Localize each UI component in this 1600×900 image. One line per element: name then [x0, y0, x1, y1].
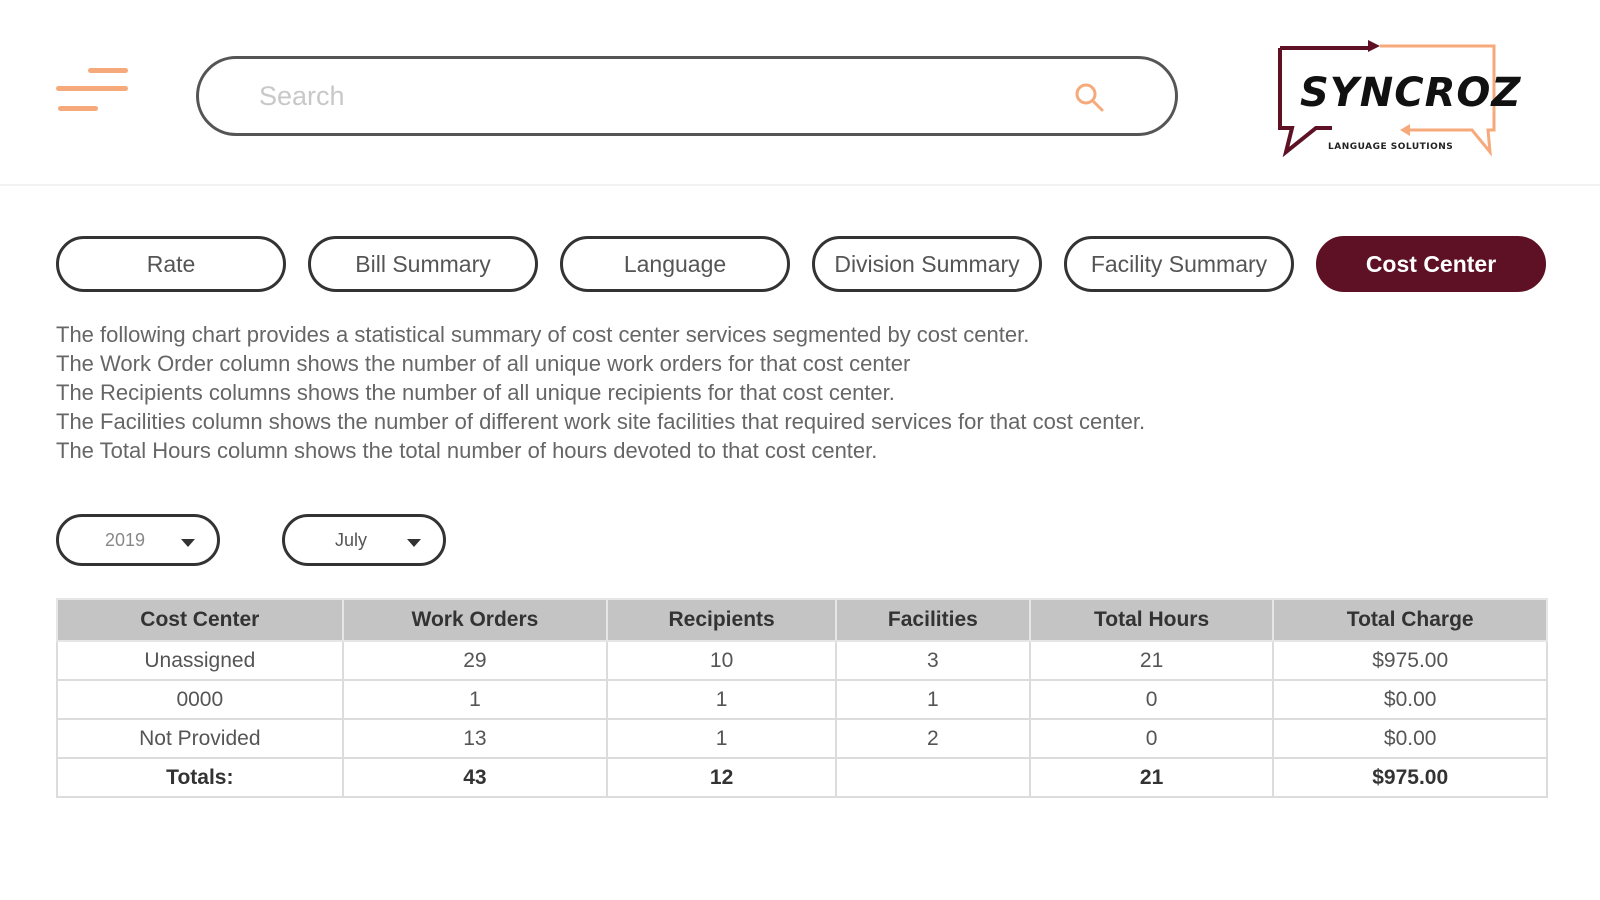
totals-row [57, 758, 1547, 797]
search-input[interactable] [259, 73, 1059, 119]
syncroz-logo [1276, 36, 1522, 166]
table-cell: 0000 [57, 680, 343, 719]
chevron-down-icon [407, 539, 421, 547]
table-cell: Not Provided [57, 719, 343, 758]
description-line: The following chart provides a statistical summary of cost center services segmented by cost center. [56, 322, 1030, 347]
table-cell: $0.00 [1273, 680, 1547, 719]
search-icon[interactable] [1073, 81, 1105, 113]
description-line: The Recipients columns shows the number of all unique recipients for that cost center. [56, 380, 895, 405]
table-cell: $975.00 [1273, 758, 1547, 797]
tab-cost-center[interactable]: Cost Center [1316, 236, 1546, 292]
tab-facility-summary[interactable]: Facility Summary [1064, 236, 1294, 292]
table-row [57, 641, 1547, 680]
description-line: The Total Hours column shows the total number of hours devoted to that cost center. [56, 438, 878, 463]
table-cell: 21 [1030, 641, 1274, 680]
table-cell: 2 [836, 719, 1030, 758]
tab-bill-summary[interactable]: Bill Summary [308, 236, 538, 292]
table-cell: 13 [343, 719, 608, 758]
month-select[interactable] [282, 514, 446, 566]
logo-text: SYNCROZ [1300, 70, 1522, 116]
table-cell: 1 [836, 680, 1030, 719]
report-tabs [56, 236, 1546, 292]
chevron-down-icon [181, 539, 195, 547]
search-bar[interactable] [196, 56, 1178, 136]
column-header: Cost Center [57, 599, 343, 641]
table-cell: 29 [343, 641, 608, 680]
report-description [56, 320, 1556, 465]
logo-subtitle: LANGUAGE SOLUTIONS [1328, 142, 1454, 152]
column-header: Total Hours [1030, 599, 1274, 641]
table-cell: 43 [343, 758, 608, 797]
description-line: The Work Order column shows the number of all unique work orders for that cost center [56, 351, 911, 376]
column-header: Recipients [607, 599, 836, 641]
table-cell: 10 [607, 641, 836, 680]
table-cell: 1 [607, 680, 836, 719]
table-cell: Unassigned [57, 641, 343, 680]
table-cell: 0 [1030, 680, 1274, 719]
table-cell: Totals: [57, 758, 343, 797]
table-cell: 21 [1030, 758, 1274, 797]
table-cell: 1 [343, 680, 608, 719]
description-line: The Facilities column shows the number of different work site facilities that required services for that cost center. [56, 409, 1146, 434]
tab-language[interactable]: Language [560, 236, 790, 292]
table-row [57, 680, 1547, 719]
month-select-value: July [334, 530, 367, 550]
table-cell [836, 758, 1030, 797]
table-header-row [57, 599, 1547, 641]
column-header: Facilities [836, 599, 1030, 641]
table-cell: 12 [607, 758, 836, 797]
hamburger-menu-icon[interactable] [56, 66, 128, 118]
table-cell: $975.00 [1273, 641, 1547, 680]
year-select[interactable] [56, 514, 220, 566]
table-cell: 0 [1030, 719, 1274, 758]
column-header: Work Orders [343, 599, 608, 641]
table-row [57, 719, 1547, 758]
tab-division-summary[interactable]: Division Summary [812, 236, 1042, 292]
cost-center-table [56, 598, 1548, 798]
table-cell: 3 [836, 641, 1030, 680]
table-cell: $0.00 [1273, 719, 1547, 758]
year-select-value: 2019 [104, 530, 146, 550]
column-header: Total Charge [1273, 599, 1547, 641]
tab-rate[interactable]: Rate [56, 236, 286, 292]
app-header [0, 0, 1600, 186]
table-cell: 1 [607, 719, 836, 758]
